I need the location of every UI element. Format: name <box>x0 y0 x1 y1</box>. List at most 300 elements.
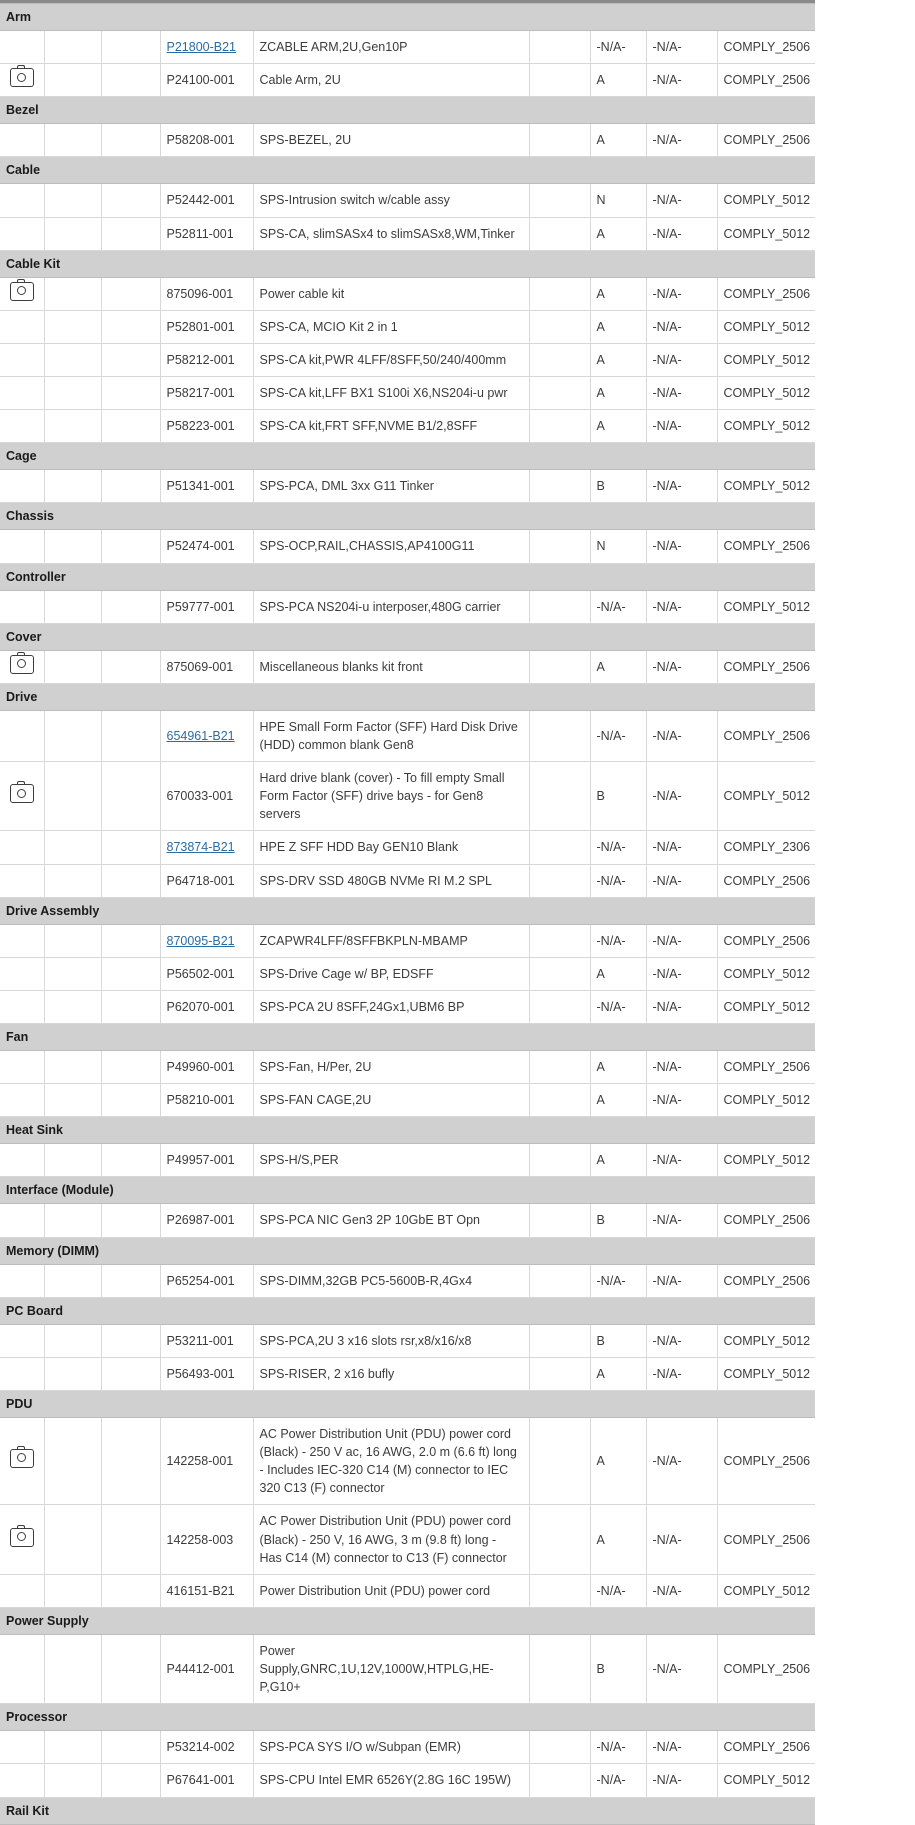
code-b-cell: -N/A- <box>646 1324 717 1357</box>
code-a-cell: -N/A- <box>590 31 646 64</box>
icon-cell-empty <box>0 1574 44 1607</box>
part-number-text: P51341-001 <box>166 479 235 494</box>
code-b-cell: -N/A- <box>646 1357 717 1390</box>
category-row <box>0 897 815 924</box>
category-row <box>0 623 815 650</box>
camera-icon-glyph[interactable] <box>10 68 34 87</box>
part-number-text: P62070-001 <box>166 999 235 1014</box>
code-a-cell: -N/A- <box>590 1764 646 1797</box>
checkbox-cell[interactable] <box>44 1324 101 1357</box>
description-cell: ZCAPWR4LFF/8SFFBKPLN-MBAMP <box>253 924 529 957</box>
code-a-cell: -N/A- <box>590 1264 646 1297</box>
icon-cell-empty <box>0 1324 44 1357</box>
icon-cell-empty <box>0 1357 44 1390</box>
comply-cell: COMPLY_5012 <box>717 1144 815 1177</box>
checkbox-cell[interactable] <box>44 1144 101 1177</box>
part-number-text: P24100-001 <box>166 73 235 88</box>
icon-cell-empty <box>0 530 44 563</box>
code-b-cell: -N/A- <box>646 924 717 957</box>
blank-cell <box>529 1505 590 1574</box>
category-label: Rail Kit <box>0 1797 815 1824</box>
description-cell: SPS-Drive Cage w/ BP, EDSFF <box>253 957 529 990</box>
part-number-link[interactable]: P21800-B21 <box>166 40 237 54</box>
category-label: Fan <box>0 1024 815 1051</box>
code-b-cell: -N/A- <box>646 217 717 250</box>
blank-cell <box>529 530 590 563</box>
spacer-cell <box>101 377 160 410</box>
checkbox-cell[interactable] <box>44 410 101 443</box>
checkbox-cell[interactable] <box>44 1417 101 1505</box>
table-row <box>0 310 815 343</box>
category-label: Power Supply <box>0 1607 815 1634</box>
description-cell: SPS-DIMM,32GB PC5-5600B-R,4Gx4 <box>253 1264 529 1297</box>
camera-icon-glyph[interactable] <box>10 1528 34 1547</box>
part-number-text: P58210-001 <box>166 1093 235 1108</box>
icon-cell-empty <box>0 1634 44 1703</box>
table-row <box>0 1764 815 1797</box>
spacer-cell <box>101 217 160 250</box>
blank-cell <box>529 64 590 97</box>
table-row <box>0 650 815 683</box>
blank-cell <box>529 1417 590 1505</box>
checkbox-cell[interactable] <box>44 1204 101 1237</box>
category-label: Memory (DIMM) <box>0 1237 815 1264</box>
category-row <box>0 503 815 530</box>
checkbox-cell[interactable] <box>44 277 101 310</box>
blank-cell <box>529 343 590 376</box>
code-b-cell: -N/A- <box>646 1574 717 1607</box>
part-number-text: 875096-001 <box>166 286 234 301</box>
checkbox-cell[interactable] <box>44 530 101 563</box>
blank-cell <box>529 710 590 761</box>
category-row <box>0 683 815 710</box>
code-b-cell: -N/A- <box>646 1204 717 1237</box>
checkbox-cell[interactable] <box>44 1264 101 1297</box>
spacer-cell <box>101 990 160 1023</box>
icon-cell-empty <box>0 470 44 503</box>
category-row <box>0 1704 815 1731</box>
category-row <box>0 157 815 184</box>
part-number-link[interactable]: 870095-B21 <box>166 933 235 948</box>
code-b-cell: -N/A- <box>646 377 717 410</box>
description-cell: AC Power Distribution Unit (PDU) power cord (Black) - 250 V, 16 AWG, 3 m (9.8 ft) long - Has C14 (M) connector to C13 (F) connector <box>253 1505 529 1574</box>
part-number-cell <box>160 217 253 250</box>
code-a-cell: A <box>590 1144 646 1177</box>
table-row <box>0 1084 815 1117</box>
code-b-cell: -N/A- <box>646 64 717 97</box>
code-a-cell: -N/A- <box>590 1574 646 1607</box>
spacer-cell <box>101 470 160 503</box>
code-a-cell: -N/A- <box>590 990 646 1023</box>
camera-icon-glyph[interactable] <box>10 784 34 803</box>
part-number-text: P56502-001 <box>166 966 235 981</box>
table-row <box>0 864 815 897</box>
spacer-cell <box>101 1357 160 1390</box>
part-number-cell <box>160 470 253 503</box>
part-number-cell <box>160 343 253 376</box>
icon-cell-empty <box>0 217 44 250</box>
part-number-cell <box>160 1574 253 1607</box>
table-row <box>0 1634 815 1703</box>
category-row <box>0 563 815 590</box>
description-cell: SPS-PCA NS204i-u interposer,480G carrier <box>253 590 529 623</box>
comply-cell: COMPLY_5012 <box>717 1764 815 1797</box>
code-b-cell: -N/A- <box>646 31 717 64</box>
part-number-text: 670033-001 <box>166 789 234 804</box>
category-label: Drive <box>0 683 815 710</box>
part-number-cell[interactable] <box>160 710 253 761</box>
table-row <box>0 124 815 157</box>
table-row <box>0 1417 815 1505</box>
icon-cell-empty <box>0 1764 44 1797</box>
part-number-cell <box>160 762 253 831</box>
spacer-cell <box>101 277 160 310</box>
spacer-cell <box>101 1417 160 1505</box>
part-number-text: P64718-001 <box>166 873 235 888</box>
checkbox-cell[interactable] <box>44 831 101 864</box>
code-a-cell: B <box>590 1204 646 1237</box>
table-row <box>0 924 815 957</box>
spacer-cell <box>101 31 160 64</box>
spacer-cell <box>101 1324 160 1357</box>
blank-cell <box>529 410 590 443</box>
description-cell: SPS-PCA NIC Gen3 2P 10GbE BT Opn <box>253 1204 529 1237</box>
blank-cell <box>529 217 590 250</box>
description-cell: SPS-CA kit,FRT SFF,NVME B1/2,8SFF <box>253 410 529 443</box>
spacer-cell <box>101 957 160 990</box>
blank-cell <box>529 831 590 864</box>
part-number-text: P58217-001 <box>166 386 235 400</box>
comply-cell: COMPLY_2506 <box>717 124 815 157</box>
part-number-cell <box>160 1264 253 1297</box>
comply-cell: COMPLY_2306 <box>717 831 815 864</box>
part-number-text: P52442-001 <box>166 193 235 208</box>
checkbox-cell[interactable] <box>44 64 101 97</box>
description-cell: SPS-PCA, DML 3xx G11 Tinker <box>253 470 529 503</box>
comply-cell: COMPLY_5012 <box>717 1357 815 1390</box>
part-number-cell <box>160 1084 253 1117</box>
part-number-cell <box>160 1357 253 1390</box>
camera-icon-glyph[interactable] <box>10 1449 34 1468</box>
checkbox-cell[interactable] <box>44 650 101 683</box>
blank-cell <box>529 1144 590 1177</box>
part-number-link[interactable]: 654961-B21 <box>166 728 235 743</box>
code-b-cell: -N/A- <box>646 277 717 310</box>
checkbox-cell[interactable] <box>44 590 101 623</box>
part-number-text: P26987-001 <box>166 1213 235 1228</box>
part-number-text: P67641-001 <box>166 1773 235 1788</box>
category-row <box>0 1024 815 1051</box>
table-row <box>0 343 815 376</box>
category-row <box>0 1237 815 1264</box>
description-cell: HPE Small Form Factor (SFF) Hard Disk Drive (HDD) common blank Gen8 <box>253 710 529 761</box>
category-label: Chassis <box>0 503 815 530</box>
code-b-cell: -N/A- <box>646 1084 717 1117</box>
camera-icon <box>0 650 44 683</box>
camera-icon <box>0 762 44 831</box>
blank-cell <box>529 990 590 1023</box>
part-number-cell <box>160 277 253 310</box>
camera-icon-glyph[interactable] <box>10 655 34 674</box>
code-b-cell: -N/A- <box>646 1417 717 1505</box>
checkbox-cell[interactable] <box>44 1505 101 1574</box>
comply-cell: COMPLY_2506 <box>717 31 815 64</box>
comply-cell: COMPLY_2506 <box>717 924 815 957</box>
description-cell: SPS-Fan, H/Per, 2U <box>253 1051 529 1084</box>
part-number-cell <box>160 1634 253 1703</box>
comply-cell: COMPLY_2506 <box>717 530 815 563</box>
code-a-cell: -N/A- <box>590 590 646 623</box>
code-a-cell: A <box>590 277 646 310</box>
spacer-cell <box>101 1204 160 1237</box>
category-label: Cable <box>0 157 815 184</box>
code-b-cell: -N/A- <box>646 410 717 443</box>
checkbox-cell[interactable] <box>44 31 101 64</box>
description-cell: SPS-BEZEL, 2U <box>253 124 529 157</box>
code-a-cell: A <box>590 310 646 343</box>
checkbox-cell[interactable] <box>44 924 101 957</box>
part-number-cell <box>160 650 253 683</box>
checkbox-cell[interactable] <box>44 762 101 831</box>
checkbox-cell[interactable] <box>44 1357 101 1390</box>
code-b-cell: -N/A- <box>646 762 717 831</box>
checkbox-cell[interactable] <box>44 990 101 1023</box>
checkbox-cell[interactable] <box>44 124 101 157</box>
category-row <box>0 1117 815 1144</box>
description-cell: AC Power Distribution Unit (PDU) power cord (Black) - 250 V ac, 16 AWG, 2.0 m (6.6 ft) long - Includes IEC-320 C14 (M) connector to IEC 320 C13 (F) connector <box>253 1417 529 1505</box>
code-b-cell: -N/A- <box>646 1634 717 1703</box>
comply-cell: COMPLY_2506 <box>717 1634 815 1703</box>
part-number-text: P59777-001 <box>166 599 235 614</box>
code-b-cell: -N/A- <box>646 470 717 503</box>
code-a-cell: A <box>590 650 646 683</box>
blank-cell <box>529 924 590 957</box>
category-label: Bezel <box>0 97 815 124</box>
part-number-link[interactable]: 873874-B21 <box>166 840 235 855</box>
table-row <box>0 277 815 310</box>
comply-cell: COMPLY_2506 <box>717 650 815 683</box>
part-number-text: P65254-001 <box>166 1273 235 1288</box>
category-label: Processor <box>0 1704 815 1731</box>
code-a-cell: A <box>590 1357 646 1390</box>
table-row <box>0 710 815 761</box>
checkbox-cell[interactable] <box>44 710 101 761</box>
category-label: Drive Assembly <box>0 897 815 924</box>
blank-cell <box>529 1357 590 1390</box>
part-number-cell[interactable] <box>160 831 253 864</box>
code-b-cell: -N/A- <box>646 184 717 217</box>
blank-cell <box>529 1324 590 1357</box>
blank-cell <box>529 277 590 310</box>
part-number-cell <box>160 1764 253 1797</box>
table-row <box>0 1144 815 1177</box>
part-number-text: P52474-001 <box>166 539 235 554</box>
spacer-cell <box>101 1574 160 1607</box>
description-cell: SPS-PCA,2U 3 x16 slots rsr,x8/x16/x8 <box>253 1324 529 1357</box>
description-cell: SPS-DRV SSD 480GB NVMe RI M.2 SPL <box>253 864 529 897</box>
spacer-cell <box>101 1051 160 1084</box>
category-row <box>0 443 815 470</box>
comply-cell: COMPLY_5012 <box>717 377 815 410</box>
description-cell: SPS-PCA SYS I/O w/Subpan (EMR) <box>253 1731 529 1764</box>
part-number-cell[interactable] <box>160 924 253 957</box>
description-cell: ZCABLE ARM,2U,Gen10P <box>253 31 529 64</box>
comply-cell: COMPLY_2506 <box>717 864 815 897</box>
code-b-cell: -N/A- <box>646 1764 717 1797</box>
spacer-cell <box>101 1505 160 1574</box>
checkbox-cell[interactable] <box>44 1634 101 1703</box>
description-cell: SPS-Intrusion switch w/cable assy <box>253 184 529 217</box>
comply-cell: COMPLY_2506 <box>717 1264 815 1297</box>
blank-cell <box>529 124 590 157</box>
category-row <box>0 97 815 124</box>
icon-cell-empty <box>0 1084 44 1117</box>
table-row <box>0 1324 815 1357</box>
comply-cell: COMPLY_5012 <box>717 1574 815 1607</box>
description-cell: SPS-H/S,PER <box>253 1144 529 1177</box>
camera-icon <box>0 1417 44 1505</box>
code-b-cell: -N/A- <box>646 1505 717 1574</box>
code-b-cell: -N/A- <box>646 310 717 343</box>
spacer-cell <box>101 864 160 897</box>
description-cell: HPE Z SFF HDD Bay GEN10 Blank <box>253 831 529 864</box>
blank-cell <box>529 377 590 410</box>
code-b-cell: -N/A- <box>646 1264 717 1297</box>
icon-cell-empty <box>0 990 44 1023</box>
part-number-text: 875069-001 <box>166 659 234 674</box>
part-number-cell <box>160 1144 253 1177</box>
checkbox-cell[interactable] <box>44 343 101 376</box>
category-label: Cover <box>0 623 815 650</box>
checkbox-cell[interactable] <box>44 1574 101 1607</box>
code-a-cell: B <box>590 762 646 831</box>
code-b-cell: -N/A- <box>646 710 717 761</box>
part-number-text: P53211-001 <box>166 1333 234 1348</box>
spacer-cell <box>101 64 160 97</box>
code-b-cell: -N/A- <box>646 1731 717 1764</box>
checkbox-cell[interactable] <box>44 470 101 503</box>
category-row <box>0 1390 815 1417</box>
blank-cell <box>529 590 590 623</box>
comply-cell: COMPLY_5012 <box>717 470 815 503</box>
description-cell: SPS-CA, slimSASx4 to slimSASx8,WM,Tinker <box>253 217 529 250</box>
part-number-text: P58223-001 <box>166 419 235 434</box>
code-a-cell: A <box>590 957 646 990</box>
spacer-cell <box>101 1634 160 1703</box>
code-b-cell: -N/A- <box>646 1051 717 1084</box>
spacer-cell <box>101 410 160 443</box>
part-number-cell <box>160 1051 253 1084</box>
description-cell: SPS-PCA 2U 8SFF,24Gx1,UBM6 BP <box>253 990 529 1023</box>
icon-cell-empty <box>0 1144 44 1177</box>
part-number-text: P44412-001 <box>166 1662 235 1676</box>
code-a-cell: N <box>590 530 646 563</box>
code-b-cell: -N/A- <box>646 957 717 990</box>
spacer-cell <box>101 124 160 157</box>
checkbox-cell[interactable] <box>44 310 101 343</box>
code-a-cell: -N/A- <box>590 831 646 864</box>
description-cell: Power Distribution Unit (PDU) power cord <box>253 1574 529 1607</box>
checkbox-cell[interactable] <box>44 217 101 250</box>
icon-cell-empty <box>0 590 44 623</box>
icon-cell-empty <box>0 1051 44 1084</box>
code-a-cell: N <box>590 184 646 217</box>
camera-icon-glyph[interactable] <box>10 282 34 301</box>
spacer-cell <box>101 343 160 376</box>
comply-cell: COMPLY_5012 <box>717 957 815 990</box>
checkbox-cell[interactable] <box>44 377 101 410</box>
spacer-cell <box>101 1264 160 1297</box>
icon-cell-empty <box>0 377 44 410</box>
checkbox-cell[interactable] <box>44 957 101 990</box>
blank-cell <box>529 184 590 217</box>
table-row <box>0 1204 815 1237</box>
icon-cell-empty <box>0 1204 44 1237</box>
code-a-cell: A <box>590 1051 646 1084</box>
icon-cell-empty <box>0 410 44 443</box>
comply-cell: COMPLY_2506 <box>717 710 815 761</box>
comply-cell: COMPLY_5012 <box>717 590 815 623</box>
checkbox-cell[interactable] <box>44 1051 101 1084</box>
checkbox-cell[interactable] <box>44 1084 101 1117</box>
camera-icon <box>0 1505 44 1574</box>
category-label: PDU <box>0 1390 815 1417</box>
part-number-cell <box>160 124 253 157</box>
description-cell: SPS-FAN CAGE,2U <box>253 1084 529 1117</box>
table-row <box>0 31 815 64</box>
category-label: Cable Kit <box>0 250 815 277</box>
part-number-cell[interactable] <box>160 31 253 64</box>
part-number-text: 416151-B21 <box>166 1583 235 1598</box>
code-b-cell: -N/A- <box>646 831 717 864</box>
part-number-text: P56493-001 <box>166 1366 235 1381</box>
part-number-cell <box>160 990 253 1023</box>
part-number-cell <box>160 1204 253 1237</box>
description-cell: Cable Arm, 2U <box>253 64 529 97</box>
comply-cell: COMPLY_2506 <box>717 1505 815 1574</box>
description-cell: SPS-CA kit,PWR 4LFF/8SFF,50/240/400mm <box>253 343 529 376</box>
code-a-cell: B <box>590 1324 646 1357</box>
code-b-cell: -N/A- <box>646 590 717 623</box>
checkbox-cell[interactable] <box>44 864 101 897</box>
table-row <box>0 470 815 503</box>
part-number-text: P52811-001 <box>166 226 234 241</box>
comply-cell: COMPLY_2506 <box>717 1731 815 1764</box>
code-a-cell: B <box>590 1634 646 1703</box>
spacer-cell <box>101 184 160 217</box>
comply-cell: COMPLY_2506 <box>717 277 815 310</box>
part-number-text: 142258-003 <box>166 1532 234 1547</box>
description-cell: SPS-RISER, 2 x16 bufly <box>253 1357 529 1390</box>
icon-cell-empty <box>0 924 44 957</box>
part-number-cell <box>160 1417 253 1505</box>
code-b-cell: -N/A- <box>646 864 717 897</box>
category-label: Cage <box>0 443 815 470</box>
table-row <box>0 1051 815 1084</box>
checkbox-cell[interactable] <box>44 1764 101 1797</box>
checkbox-cell[interactable] <box>44 184 101 217</box>
code-a-cell: A <box>590 1084 646 1117</box>
description-cell: SPS-CPU Intel EMR 6526Y(2.8G 16C 195W) <box>253 1764 529 1797</box>
category-label: Controller <box>0 563 815 590</box>
spacer-cell <box>101 650 160 683</box>
code-a-cell: -N/A- <box>590 710 646 761</box>
code-b-cell: -N/A- <box>646 650 717 683</box>
code-b-cell: -N/A- <box>646 124 717 157</box>
table-row <box>0 377 815 410</box>
table-row <box>0 410 815 443</box>
category-label: Heat Sink <box>0 1117 815 1144</box>
